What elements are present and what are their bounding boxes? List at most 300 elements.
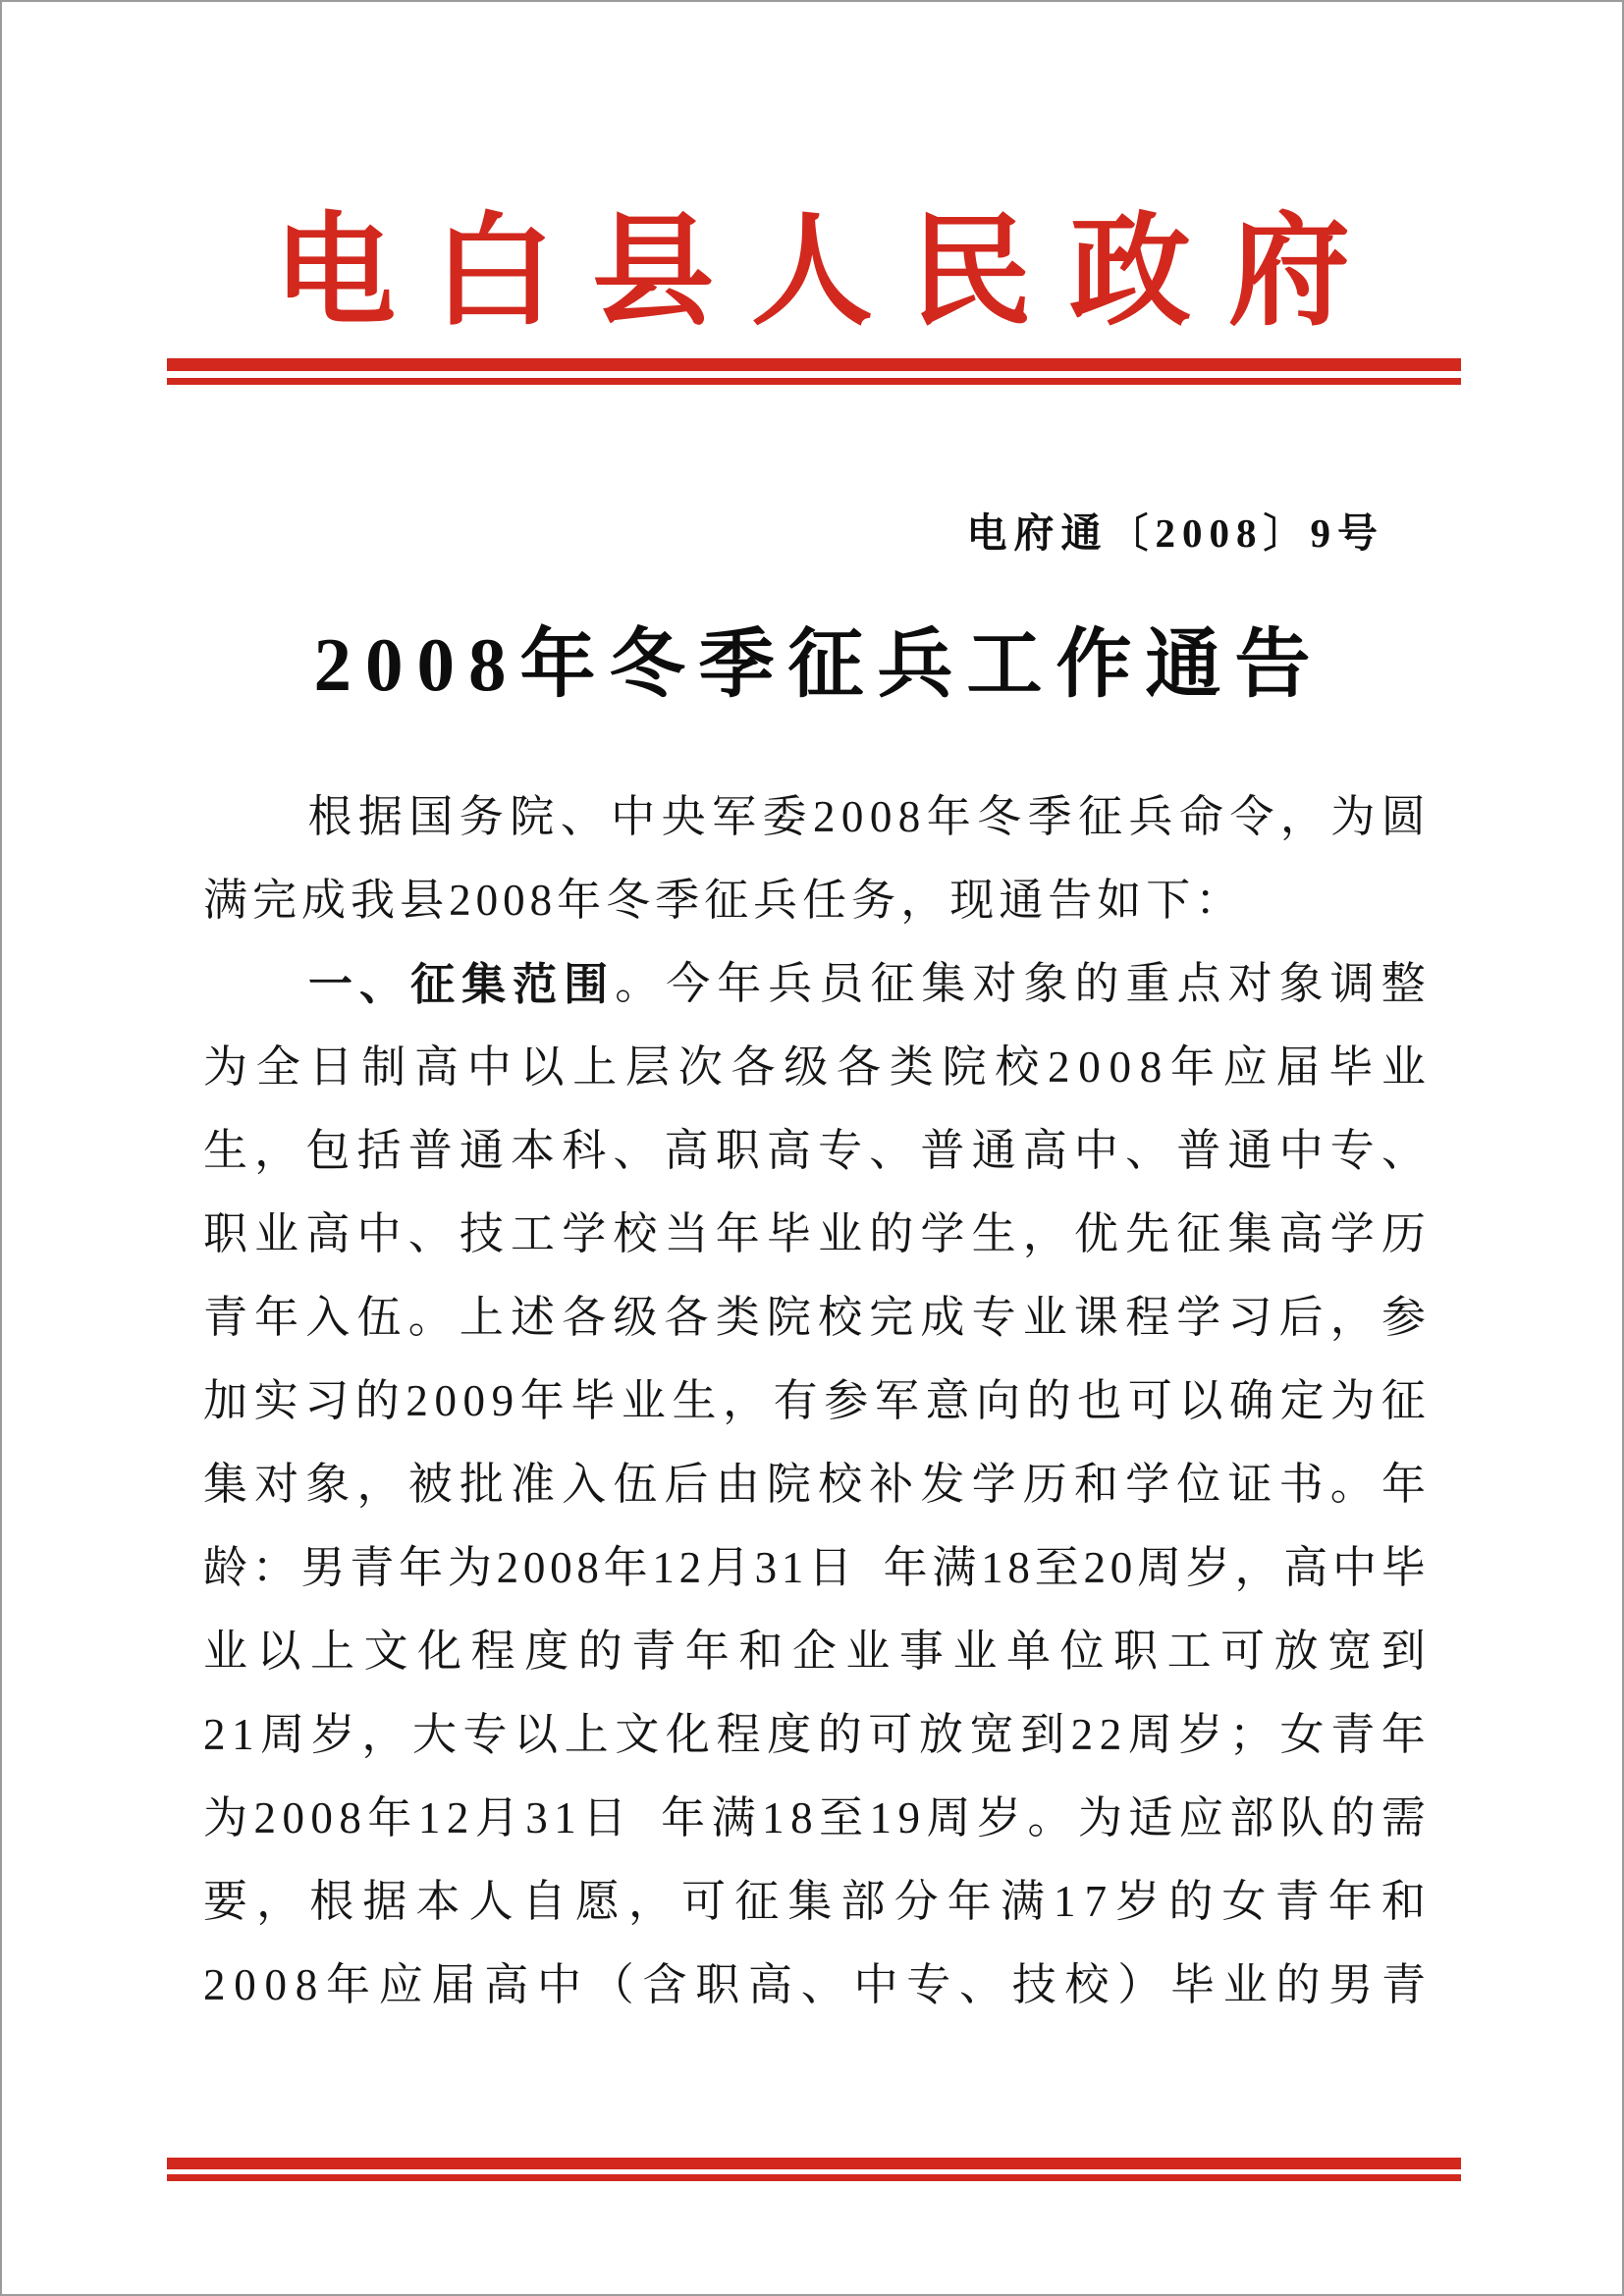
body-char: 点 [1176, 959, 1221, 1008]
body-char: 放 [918, 1710, 963, 1759]
body-char: 文 [615, 1710, 660, 1759]
body-char: 日 [308, 1042, 353, 1092]
body-char: 和 [1073, 1460, 1118, 1509]
body-char: 书 [1278, 1460, 1324, 1509]
body-char: 历 [1022, 1460, 1067, 1509]
body-char: 为 [203, 1042, 248, 1092]
body-char: 周 [926, 1793, 971, 1842]
body-char: 9 [897, 1793, 921, 1842]
body-char: 以 [256, 1627, 301, 1676]
body-char: 2 [496, 1543, 519, 1592]
body-char: 次 [677, 1042, 723, 1092]
body-char: 8 [576, 1543, 599, 1592]
body-char: 应 [1178, 1793, 1223, 1842]
body-char: 日 [808, 1543, 853, 1592]
body-char: 、 [958, 1960, 1003, 2009]
body-char: 2 [449, 876, 471, 925]
body-char: 的 [869, 1209, 914, 1258]
body-char: ， [361, 1710, 406, 1759]
body-line [203, 859, 1426, 942]
body-char: 后 [664, 1460, 709, 1509]
body-char: 。 [1329, 1460, 1375, 1509]
footer-rule-thin [167, 2174, 1461, 2181]
body-char: 季 [1027, 792, 1072, 841]
body-char: 业 [254, 1209, 299, 1258]
body-char: 1 [981, 1543, 1003, 1592]
body-char: 放 [1273, 1627, 1319, 1676]
body-char: 2 [1099, 1710, 1122, 1759]
body-char: 习 [1227, 1293, 1272, 1342]
body-char: 学 [1329, 1209, 1375, 1258]
body-char: 批 [459, 1460, 504, 1509]
body-char: 对 [254, 1460, 299, 1509]
body-char: 2 [1070, 1710, 1094, 1759]
body-char: 届 [431, 1960, 476, 2009]
body-char: 宽 [969, 1710, 1014, 1759]
body-char: 高 [1283, 1543, 1328, 1592]
body-char: 含 [642, 1960, 687, 2009]
body-char: 年 [254, 1293, 299, 1342]
body-char: 单 [1005, 1627, 1051, 1676]
body-char: 的 [817, 1710, 862, 1759]
body-line [203, 1276, 1426, 1360]
document-title: 2008年冬季征兵工作通告 [313, 622, 1325, 707]
body-char: 冬 [606, 876, 651, 925]
body-char: 、 [560, 792, 605, 841]
body-char: 由 [715, 1460, 760, 1509]
body-char: 的 [1026, 1376, 1071, 1425]
body-line [203, 1443, 1426, 1526]
body-char: ： [1195, 876, 1240, 925]
body-char: 企 [791, 1627, 837, 1676]
body-char: 上 [572, 1042, 618, 1092]
body-char: 务 [459, 792, 504, 841]
body-char: 为 [1077, 1793, 1122, 1842]
body-char: 3 [754, 1543, 778, 1592]
body-char: 专 [971, 1293, 1016, 1342]
body-char: 1 [652, 1543, 675, 1592]
body-char: 员 [819, 959, 864, 1008]
body-char: 文 [363, 1627, 408, 1676]
body-char: 2 [812, 792, 836, 841]
body-char: 根 [307, 792, 352, 841]
body-char: 年 [1327, 1877, 1373, 1926]
body-char: 女 [1221, 1877, 1267, 1926]
body-char: 大 [411, 1710, 457, 1759]
document-number: 电府通〔2008〕9号 [966, 510, 1384, 556]
body-char: 高 [766, 1126, 811, 1175]
body-char: 国 [408, 792, 454, 841]
body-char: 伍 [613, 1460, 658, 1509]
body-char: 委 [762, 792, 807, 841]
body-char: 、 [1125, 1126, 1170, 1175]
body-char: 校 [995, 1042, 1040, 1092]
body-char: 入 [562, 1460, 607, 1509]
body-char: 全 [255, 1042, 300, 1092]
body-char: 年 [325, 1960, 370, 2009]
body-char: 青 [1330, 1710, 1376, 1759]
body-char: 院 [766, 1293, 811, 1342]
body-line [203, 1109, 1426, 1193]
body-char: 8 [1007, 1543, 1030, 1592]
body-char: 适 [1128, 1793, 1173, 1842]
body-char: 0 [234, 1960, 256, 2009]
body-char: 0 [869, 792, 893, 841]
body-char: 本 [511, 1126, 556, 1175]
body-char: 集 [461, 959, 507, 1009]
body-char: 9 [491, 1376, 514, 1425]
body-char: 军 [874, 1376, 919, 1425]
body-char: 年 [367, 1793, 412, 1842]
body-char: 1 [762, 1793, 785, 1842]
body-char: ； [1229, 1710, 1274, 1759]
body-char: 确 [1229, 1376, 1274, 1425]
body-char: 以 [514, 1710, 559, 1759]
body-line [203, 1526, 1426, 1610]
body-char: 年 [557, 876, 602, 925]
body-char: 年 [947, 1877, 992, 1926]
body-char: 的 [1168, 1877, 1214, 1926]
body-char: 毕 [766, 1209, 811, 1258]
body-line [203, 1860, 1426, 1944]
body-char: 当 [664, 1209, 709, 1258]
body-char: ， [900, 876, 946, 925]
body-char: 的 [1330, 1793, 1376, 1842]
body-char: 业 [1380, 1042, 1426, 1092]
body-char: 专 [818, 1126, 863, 1175]
body-char: 高 [1022, 1126, 1067, 1175]
body-char: 类 [715, 1293, 760, 1342]
body-char: 业 [621, 1376, 666, 1425]
body-char: 要 [203, 1877, 248, 1926]
body-char: 为 [1330, 792, 1376, 841]
body-char: 央 [661, 792, 706, 841]
body-char: 可 [681, 1877, 727, 1926]
body-char: 象 [305, 1460, 351, 1509]
body-char: 0 [550, 1543, 572, 1592]
body-char: 满 [1000, 1877, 1045, 1926]
body-char: 通 [999, 876, 1044, 925]
body-char: 毕 [570, 1376, 616, 1425]
body-char: 参 [824, 1376, 869, 1425]
header-rule-thin [167, 378, 1461, 385]
body-char: 高 [1278, 1209, 1324, 1258]
body-char: 告 [1048, 876, 1093, 925]
body-char: 根 [309, 1877, 354, 1926]
body-char: 圆 [1380, 792, 1426, 841]
body-char: 至 [1034, 1543, 1079, 1592]
body-char: 青 [350, 1543, 395, 1592]
body-char: 、 [407, 1209, 453, 1258]
body-char: 毕 [1328, 1042, 1374, 1092]
body-char: 征 [1176, 1209, 1221, 1258]
body-char: 青 [1380, 1960, 1426, 2009]
body-char: 对 [972, 959, 1017, 1008]
body-char: 满 [203, 876, 248, 925]
body-char: 应 [378, 1960, 423, 2009]
body-char: 校 [613, 1209, 658, 1258]
body-char: 龄 [203, 1543, 248, 1592]
body-char: 通 [971, 1126, 1016, 1175]
body-char: 2 [678, 1543, 702, 1592]
body-char: 月 [705, 1543, 750, 1592]
body-char: 1 [232, 1710, 254, 1759]
body-char: 各 [837, 1042, 882, 1092]
body-char: 为 [1330, 1376, 1376, 1425]
body-char: 工 [511, 1209, 556, 1258]
body-char: 年 [684, 1627, 730, 1676]
body-char: 业 [203, 1627, 248, 1676]
body-char: 对 [1227, 959, 1272, 1008]
body-char: 上 [310, 1627, 355, 1676]
body-char: 满 [932, 1543, 977, 1592]
body-char: 可 [1220, 1627, 1266, 1676]
body-char: ， [254, 1126, 299, 1175]
body-char: 毕 [1169, 1960, 1215, 2009]
body-char: 据 [357, 792, 403, 841]
body-char: 上 [459, 1293, 504, 1342]
body-char: 的 [1275, 1960, 1321, 2009]
body-char: 青 [203, 1293, 248, 1342]
body-char: 周 [1127, 1710, 1172, 1759]
body-char: 岁 [310, 1710, 355, 1759]
body-char: ， [723, 1376, 768, 1425]
body-char: 的 [1074, 959, 1119, 1008]
body-char: 、 [359, 959, 405, 1009]
body-char: 程 [1125, 1293, 1170, 1342]
body-char: 兵 [753, 876, 798, 925]
body-char: 各 [664, 1293, 709, 1342]
body-char: 技 [1011, 1960, 1056, 2009]
body-char: 1 [869, 1793, 893, 1842]
body-char: 队 [1279, 1793, 1325, 1842]
body-char: 令 [1229, 792, 1274, 841]
body-char: 可 [868, 1710, 913, 1759]
body-char: 调 [1329, 959, 1375, 1008]
letterhead-title: 电白县人民政府 [273, 205, 1387, 340]
body-char: 务 [851, 876, 896, 925]
body-char: 周 [260, 1710, 305, 1759]
body-char: 级 [784, 1042, 829, 1092]
body-char: 校 [1064, 1960, 1110, 2009]
body-char: 各 [731, 1042, 776, 1092]
body-char: 入 [305, 1293, 351, 1342]
body-char: 任 [802, 876, 847, 925]
body-line [203, 1026, 1426, 1109]
body-char: 应 [1222, 1042, 1268, 1092]
body-char: ， [1279, 792, 1325, 841]
body-char: 2 [203, 1710, 226, 1759]
body-char: 事 [898, 1627, 944, 1676]
body-char: 优 [1073, 1209, 1118, 1258]
body-char: 重 [1125, 959, 1170, 1008]
body-char: 年 [1380, 1460, 1426, 1509]
body-char: 也 [1077, 1376, 1122, 1425]
body-char: 学 [1176, 1293, 1221, 1342]
body-char: 可 [1127, 1376, 1172, 1425]
body-char: 2 [1048, 1042, 1070, 1092]
body-char: 分 [893, 1877, 939, 1926]
body-char: 高 [414, 1042, 460, 1092]
body-char: 生 [672, 1376, 717, 1425]
body-char: 8 [529, 876, 553, 925]
body-char: 集 [203, 1460, 248, 1509]
body-char: 冬 [977, 792, 1022, 841]
body-char: 、 [800, 1960, 845, 2009]
body-char: 宽 [1327, 1627, 1373, 1676]
body-char: 的 [354, 1376, 400, 1425]
body-char: 军 [712, 792, 757, 841]
body-line [203, 1610, 1426, 1693]
body-char: 0 [310, 1793, 333, 1842]
body-char: 男 [300, 1543, 346, 1592]
body-char: 到 [1020, 1710, 1065, 1759]
body-char: 我 [351, 876, 396, 925]
body-char: 2 [406, 1376, 428, 1425]
body-char: 生 [203, 1126, 248, 1175]
body-char: 日 [582, 1793, 627, 1842]
body-char: 8 [897, 792, 921, 841]
body-char: 实 [253, 1376, 298, 1425]
header-rule-thick [167, 358, 1461, 371]
body-char: 普 [920, 1126, 965, 1175]
body-char: ， [1329, 1293, 1375, 1342]
body-char: 上 [564, 1710, 609, 1759]
body-char: 下 [1146, 876, 1191, 925]
body-char: 院 [510, 792, 555, 841]
body-char: 述 [511, 1293, 556, 1342]
body-char: 括 [356, 1126, 402, 1175]
body-char: 历 [1380, 1209, 1426, 1258]
body-char: 年 [883, 1543, 928, 1592]
body-char: 兵 [1128, 792, 1173, 841]
body-char: ， [256, 1877, 301, 1926]
body-char: ， [356, 1460, 402, 1509]
body-line [203, 1193, 1426, 1276]
body-line [203, 1944, 1426, 2027]
body-char: 象 [1023, 959, 1068, 1008]
body-char: 征 [704, 876, 749, 925]
body-char: 完 [252, 876, 298, 925]
body-char: 县 [400, 876, 445, 925]
body-char: 职 [1113, 1627, 1159, 1676]
body-char: 中 [1073, 1126, 1118, 1175]
body-char: 岁 [1115, 1877, 1161, 1926]
body-char: 高 [305, 1209, 351, 1258]
body-char: 。 [615, 959, 660, 1008]
body-char: 各 [562, 1293, 607, 1342]
body-char: 准 [511, 1460, 556, 1509]
body-char: 8 [790, 1793, 813, 1842]
body-char: 。 [407, 1293, 453, 1342]
body-char: 0 [1110, 1543, 1133, 1592]
body-char: 8 [1139, 1042, 1163, 1092]
body-char: 职 [715, 1126, 760, 1175]
body-char: 向 [976, 1376, 1021, 1425]
body-char: 普 [1176, 1126, 1221, 1175]
body-char: 中 [611, 792, 656, 841]
body-char: 0 [264, 1960, 287, 2009]
body-char: 周 [1136, 1543, 1181, 1592]
body-char: 业 [1022, 1293, 1067, 1342]
body-char: 1 [417, 1793, 441, 1842]
body-char: 补 [869, 1460, 914, 1509]
body-char: 和 [1380, 1877, 1426, 1926]
body-char: 发 [920, 1460, 965, 1509]
body-char: 成 [301, 876, 347, 925]
body-char: 8 [339, 1793, 361, 1842]
body-line [203, 942, 1426, 1026]
body-char: 0 [1109, 1042, 1131, 1092]
body-line [203, 775, 1426, 859]
body-char: 7 [1084, 1877, 1108, 1926]
body-char: 年 [715, 1209, 760, 1258]
body-char: 0 [462, 1376, 486, 1425]
body-char: 院 [942, 1042, 987, 1092]
body-char: 以 [1178, 1376, 1223, 1425]
body-char: 中 [356, 1209, 402, 1258]
body-char: 人 [468, 1877, 514, 1926]
body-char: 征 [734, 1877, 780, 1926]
body-char: 今 [666, 959, 711, 1008]
body-char: 业 [952, 1627, 998, 1676]
body-char: 加 [203, 1376, 248, 1425]
body-char: 征 [410, 959, 456, 1009]
body-char: 先 [1125, 1209, 1170, 1258]
body-char: 一 [308, 959, 353, 1009]
body-char: 中 [466, 1042, 512, 1092]
body-char: 愿 [574, 1877, 620, 1926]
body-char: 年 [1380, 1710, 1426, 1759]
body-char: 专 [1329, 1126, 1375, 1175]
body-char: 专 [462, 1710, 508, 1759]
body-char: 普 [407, 1126, 453, 1175]
body-char: 、 [869, 1126, 914, 1175]
body-char: 需 [1380, 1793, 1426, 1842]
body-char: 程 [470, 1627, 515, 1676]
body-char: 范 [513, 959, 558, 1009]
body-char: 校 [818, 1293, 863, 1342]
body-char: 满 [711, 1793, 756, 1842]
body-char: 后 [1278, 1293, 1324, 1342]
body-char: 年 [603, 1543, 648, 1592]
body-char: 生 [971, 1209, 1016, 1258]
body-char: 专 [906, 1960, 951, 2009]
body-char: 被 [407, 1460, 453, 1509]
body-char: 、 [1380, 1126, 1426, 1175]
body-char: 科 [562, 1126, 607, 1175]
body-char: 0 [503, 876, 525, 925]
body-char: 季 [655, 876, 700, 925]
body-char: ， [628, 1877, 674, 1926]
body-char: 征 [1380, 1376, 1426, 1425]
body-char: 位 [1176, 1460, 1221, 1509]
body-char: 。 [1027, 1793, 1072, 1842]
body-char: 自 [521, 1877, 567, 1926]
body-char: 女 [1279, 1710, 1325, 1759]
body-char: 部 [840, 1877, 886, 1926]
body-char: 校 [818, 1460, 863, 1509]
body-char: 2 [203, 1960, 226, 2009]
body-char: 中 [1278, 1126, 1324, 1175]
body-char: 现 [949, 876, 995, 925]
body-char: 3 [525, 1793, 548, 1842]
body-char: 1 [554, 1793, 576, 1842]
body-char: 岁 [1185, 1543, 1230, 1592]
body-char: 岁 [1178, 1710, 1223, 1759]
body-char: 兵 [768, 959, 813, 1008]
body-char: 年 [717, 959, 762, 1008]
